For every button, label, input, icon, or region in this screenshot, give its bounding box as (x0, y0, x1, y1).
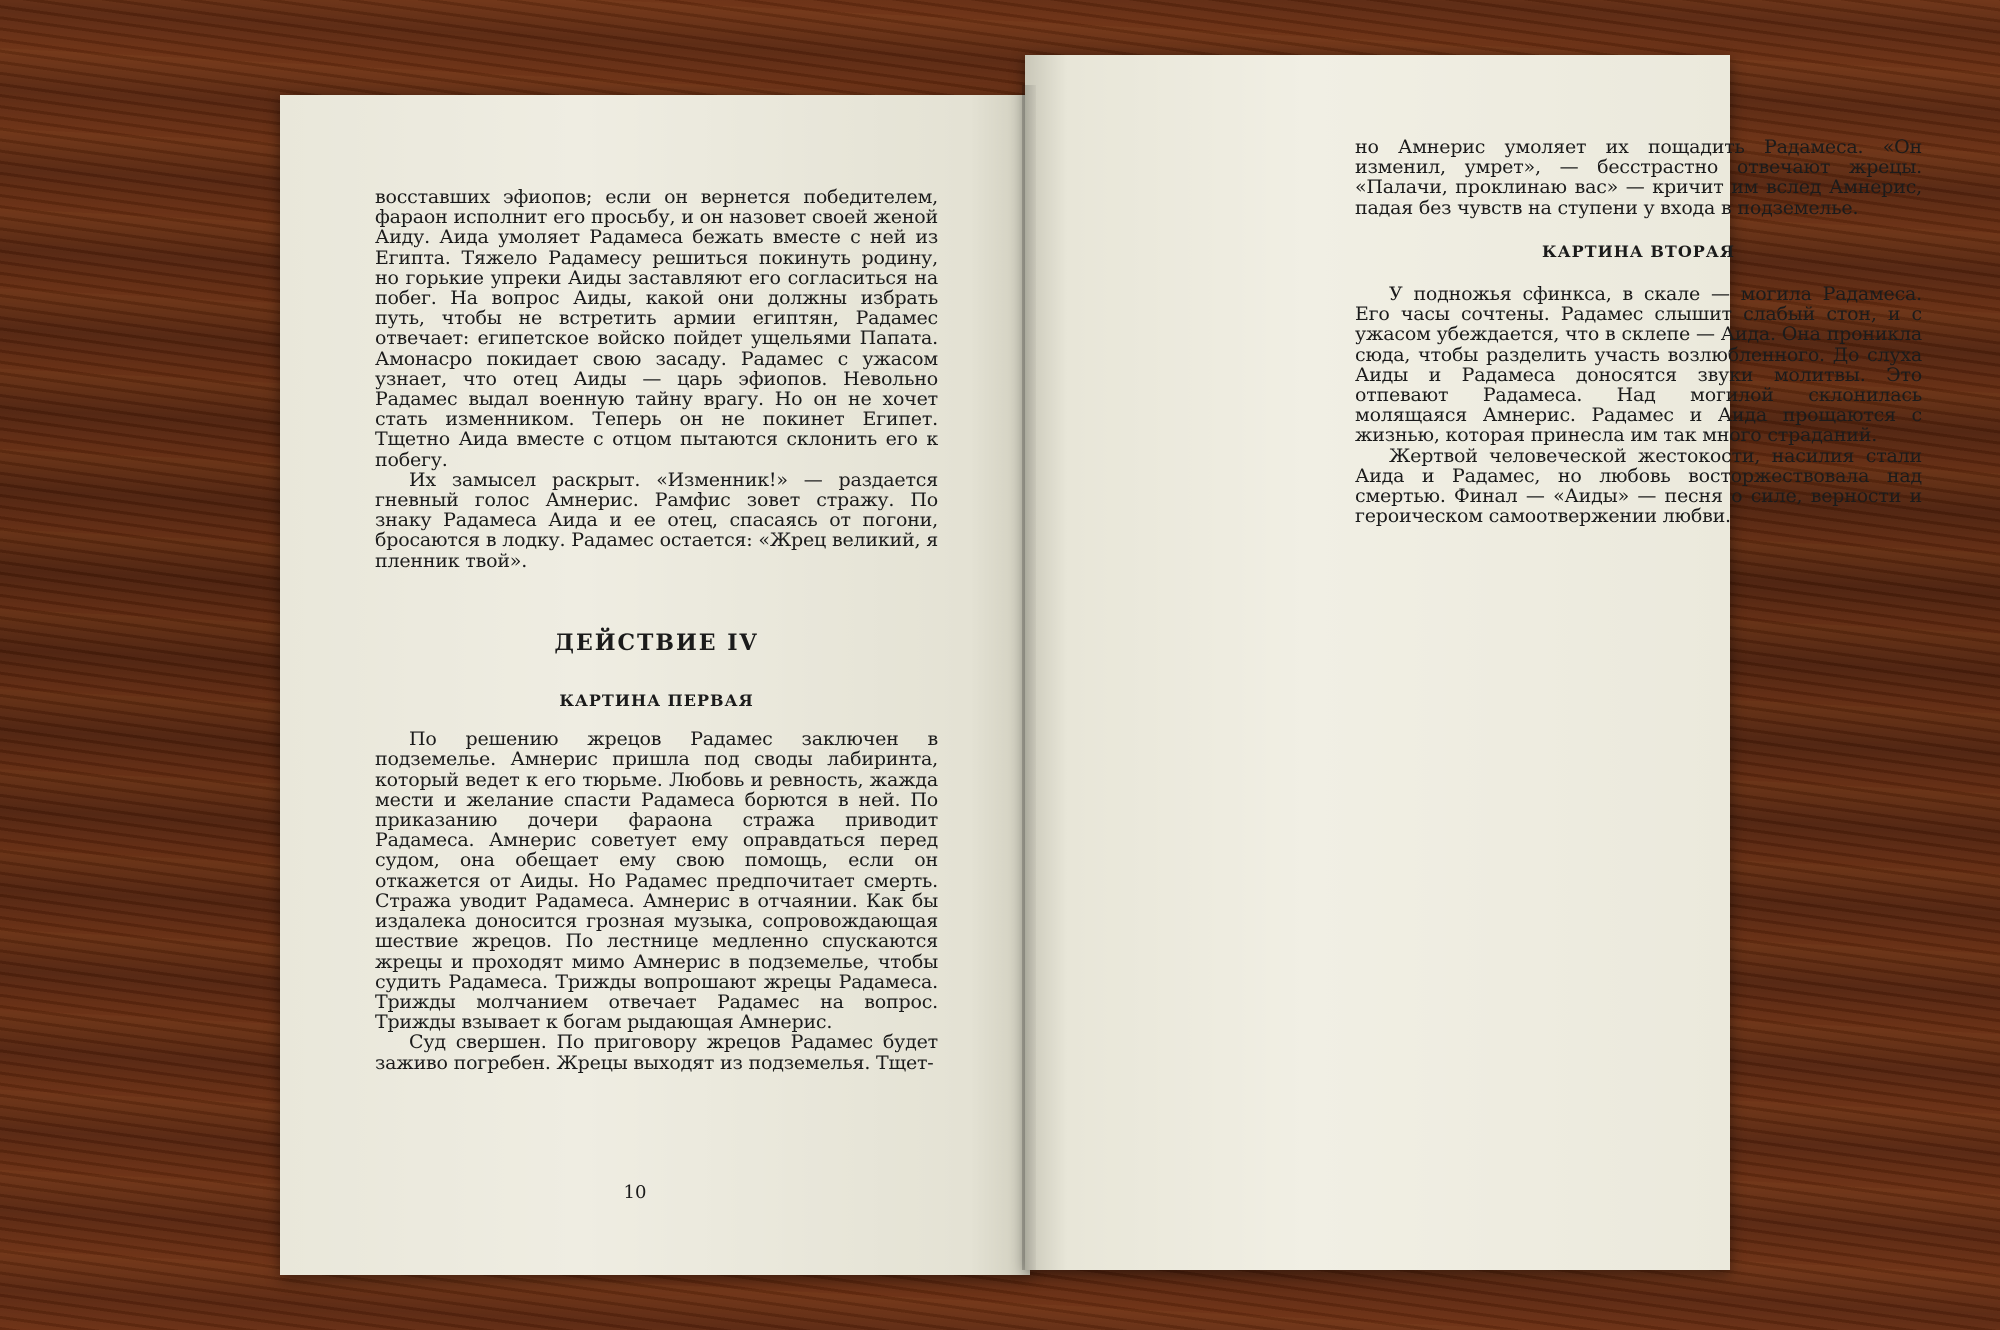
right-paragraph-1: но Амнерис умоляет их пощадить Радамеса. «Он изменил, умрет», — бесстрастно отвечают жрецы. «Палачи, проклинаю вас» — кричит им вслед Амнерис, падая без чувств на ступени у входа в подземелье. (1355, 136, 1922, 219)
left-paragraph-2: Их замысел раскрыт. «Изменник!» — раздается гневный голос Амнерис. Рамфис зовет стражу. По знаку Радамеса Аида и ее отец, спасаясь от погони, бросаются в лодку. Радамес остается: «Жрец великий, я пленник твой». (375, 468, 938, 572)
booklet-spine (1022, 85, 1036, 1270)
left-paragraph-3: По решению жрецов Радамес заключен в подземелье. Амнерис пришла под своды лабиринта, который ведет к его тюрьме. Любовь и ревность, жажда мести и желание спасти Радамеса борются в ней. По приказанию дочери фараона стража приводит Радамеса. Амнерис советует ему оправдаться перед судом, она обещает ему свою помощь, если он откажется от Аиды. Но Радамес предпочитает смерть. Стража уводит Радамеса. Амнерис в отчаянии. Как бы издалека доносится грозная музыка, сопровождающая шествие жрецов. По лестнице медленно спускаются жрецы и проходят мимо Амнерис в подземелье, чтобы судить Радамеса. Трижды вопрошают жрецы Радамеса. Трижды молчанием отвечает Радамес на вопрос. Трижды взывает к богам рыдающая Амнерис. (375, 728, 938, 1034)
page-number: 10 (623, 1182, 647, 1203)
left-page (280, 95, 1030, 1275)
right-paragraph-2: У подножья сфинкса, в скале — могила Радамеса. Его часы сочтены. Радамес слышит слабый стон, и с ужасом убеждается, что в склепе — Аида. Она проникла сюда, чтобы разделить участь возлюбленного. До слуха Аиды и Радамеса доносятся звуки молитвы. Это отпевают Радамеса. Над могилой склонилась молящаяся Амнерис. Радамес и Аида прощаются с жизнью, которая принесла им так много страданий. (1355, 283, 1922, 447)
scene-heading-second: КАРТИНА ВТОРАЯ (1542, 241, 1735, 261)
left-paragraph-1: восставших эфиопов; если он вернется победителем, фараон исполнит его просьбу, и он назовет своей женой Аиду. Аида умоляет Радамеса бежать вместе с ней из Египта. Тяжело Радамесу решиться покинуть родину, но горькие упреки Аиды заставляют его согласиться на побег. На вопрос Аиды, какой они должны избрать путь, чтобы не встретить армии египтян, Радамес отвечает: египетское войско пойдет ущельями Папата. Амонасро покидает свою засаду. Радамес с ужасом узнает, что отец Аиды — царь эфиопов. Невольно Радамес выдал военную тайну врагу. Но он не хочет стать изменником. Теперь он не покинет Египет. Тщетно Аида вместе с отцом пытаются склонить его к побегу. (375, 186, 938, 471)
right-page-text (1355, 137, 1922, 526)
left-page-text (375, 187, 938, 1073)
right-paragraph-3: Жертвой человеческой жестокости, насилия стали Аида и Радамес, но любовь восторжествовала над смертью. Финал — «Аиды» — песня о силе, верности и героическом самоотвержении любви. (1355, 444, 1922, 528)
left-paragraph-4: Суд свершен. По приговору жрецов Радамес будет заживо погребен. Жрецы выходят из подземелья. Тщет- (375, 1031, 938, 1074)
act-heading: ДЕЙСТВИЕ IV (554, 629, 759, 656)
right-page (1025, 55, 1922, 1270)
open-booklet (280, 55, 1922, 1280)
scene-heading-first: КАРТИНА ПЕРВАЯ (559, 691, 754, 711)
